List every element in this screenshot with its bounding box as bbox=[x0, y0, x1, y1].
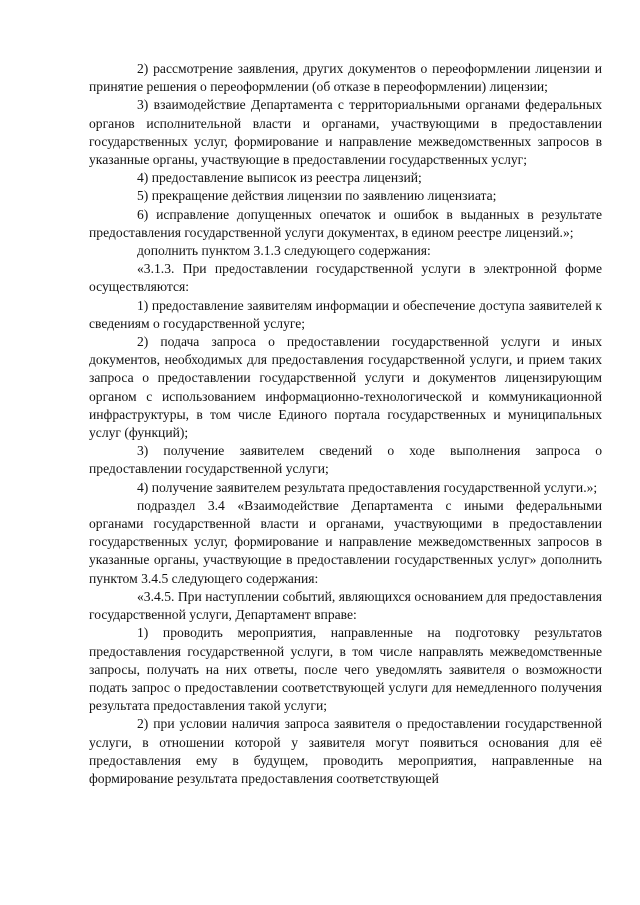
paragraph-electronic-item-3: 3) получение заявителем сведений о ходе выполнения запроса о предоставлении государственной услуги; bbox=[89, 443, 602, 477]
paragraph-right-item-2: 2) при условии наличия запроса заявителя о предоставлении государственной услуги, в отношении которой у заявителя могут появиться основания для её предоставления ему в будущем, проводить мероприятия, направленные на формирование результата предоставления соответствующей bbox=[89, 716, 602, 786]
paragraph-electronic-item-4: 4) получение заявителем результата предоставления государственной услуги.»; bbox=[137, 479, 598, 495]
paragraph-item-4: 4) предоставление выписок из реестра лицензий; bbox=[137, 170, 422, 186]
paragraph-electronic-item-2: 2) подача запроса о предоставлении государственной услуги и иных документов, необходимых для предоставления государственной услуги, и прием таких запроса о предоставлении государственной услуги и документов лицензирующим органом с использованием информационно-технологической и коммуникационной инфраструктуры, в том числе Единого портала государственных и муниципальных услуг (функций); bbox=[89, 334, 602, 441]
paragraph-item-3: 3) взаимодействие Департамента с территориальными органами федеральных органов исполнительной власти и органами, участвующими в предоставлении государственных услуг, формирование и направление межведомственных запросов в указанные органы, участвующие в предоставлении государственных услуг; bbox=[89, 97, 602, 168]
paragraph-right-item-1: 1) проводить мероприятия, направленные на подготовку результатов предоставления государственной услуги, в том числе направлять межведомственные запросы, получать на них ответы, после чего уведомлять заявителя о возможности подать запрос о предоставлении соответствующей услуги для немедленного получения результата предоставления такой услуги; bbox=[89, 625, 602, 714]
paragraph-clause-3-1-3: «3.1.3. При предоставлении государственной услуги в электронной форме осуществляются: bbox=[89, 261, 602, 295]
paragraph-amendment-3-1-3: дополнить пунктом 3.1.3 следующего содержания: bbox=[137, 243, 431, 259]
paragraph-amendment-3-4-5: подраздел 3.4 «Взаимодействие Департамента с иными федеральными органами государственной власти и органами, участвующими в предоставлении государственных услуг, формирование и направление межведомственных запросов в указанные органы, участвующие в предоставлении государственных услуг» дополнить пунктом 3.4.5 следующего содержания: bbox=[89, 497, 602, 586]
paragraph-item-6: 6) исправление допущенных опечаток и ошибок в выданных в результате предоставления государственной услуги документах, в едином реестре лицензий.»; bbox=[89, 206, 602, 240]
paragraph-clause-3-4-5: «3.4.5. При наступлении событий, являющихся основанием для предоставления государственной услуги, Департамент вправе: bbox=[89, 588, 602, 623]
paragraph-electronic-item-1: 1) предоставление заявителям информации и обеспечение доступа заявителей к сведениям о государственной услуге; bbox=[89, 297, 602, 331]
paragraph-item-5: 5) прекращение действия лицензии по заявлению лицензиата; bbox=[137, 188, 497, 204]
document-page bbox=[89, 60, 602, 788]
paragraph-item-2: 2) рассмотрение заявления, других документов о переоформлении лицензии и принятие решения о переоформлении (об отказе в переоформлении) лицензии; bbox=[89, 61, 602, 95]
